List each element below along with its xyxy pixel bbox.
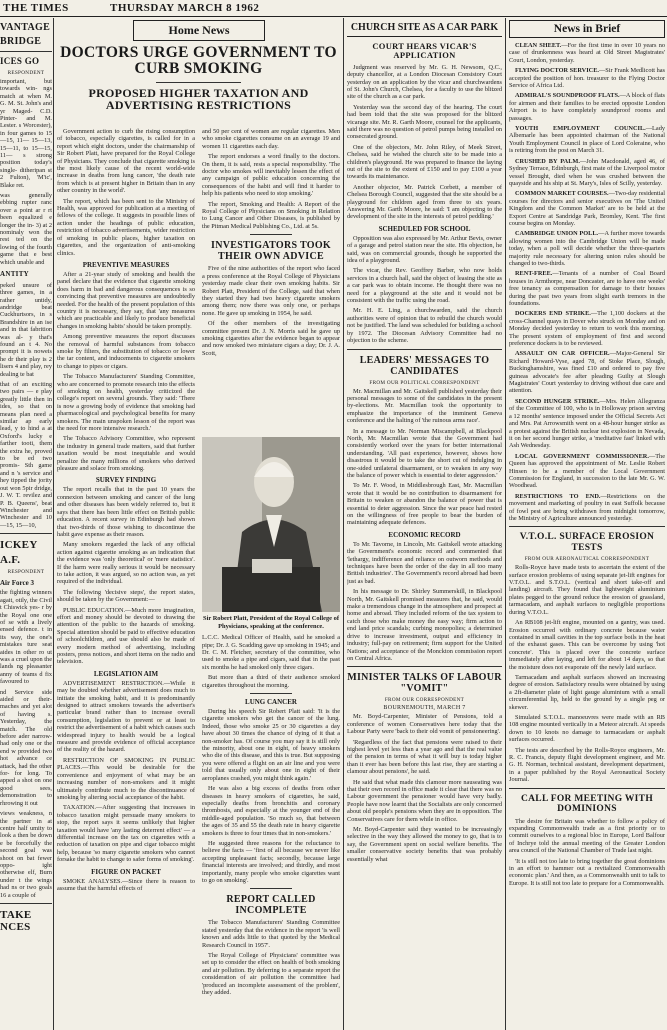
brief-item-body: —For the first time in over 10 years no case of drunkenness was heard at Old Street Magistrates' Court, London, yesterday. [509,42,665,64]
headline-vtol: V.T.O.L. SURFACE EROSION TESTS [519,532,655,553]
brief-item [509,350,665,394]
body-text: Among preventive measures the report discusses the removal of harmful substances from tobacco smoke by filters, the substitution of tobacco or lower the tar content, and inducements to cigarette smokers to change to pipes or cigars. [57,333,195,370]
dateline: BOURNEMOUTH, MARCH 7 [383,705,466,712]
brief-item-body: —A block of flats for airmen and their families to be erected opposite London Airport is to have completely soundproof rooms and passages. [509,92,665,122]
brief-item-body: —Major-General Sir Richard Howard-Vyse, aged 78, of Stoke Place, Slough, Buckinghamshire, was fined £10 and ordered to pay five guineas advocate's fee after pleading Guilty at Slough Magistrates' Court yesterday to driving without due care and attention. [509,350,665,395]
headline-af: A.F. [0,554,21,567]
column-rule [53,18,54,1030]
brief-item-body: —Tenants of a number of Coal Board houses in Armthorpe, near Doncaster, are to have one weeks' free tenancy as compensation for damage to their houses during the past two years from slight earth tremors in the foundations. [509,270,665,307]
brief-item-body: —Mrs. Helen Allegranza of the Committee of 100, who is in Holloway prison serving a 12 months' sentence imposed under the Official Secrets Act and Mrs. Pat Arrowsmith went on a 48-hour hunger strike as a protest against the British nuclear test explosion in Nevada, it on her second hunger strike, a 'meditative fast' linked with Ash Wednesday. [509,397,665,450]
body-text: and 50 per cent of women are regular cigarettes. Men who smoke cigarettes consume on an average 19 and women 11 cigarettes each day. [202,128,340,150]
brief-item-title: COMMON MARKET COURSES. [515,190,609,198]
body-text: nd Service side aided or their- maches and yet alot of having s. Yesterday, the match. The old before ader narrow- had only one or the end w provided two hot advance ce attack, had the other for- for long. To apped a shot on one good sees, demonstration to rhrowing it out [0,688,52,807]
headline-vantage: VANTAGE [0,22,51,33]
brief-item-body: —Two-day residential courses for directors and senior executives on 'The United Kingdom and the Common Market' are to be held at the Export Centre at Sandridge Park, Bromley, Kent. The first course begins on Monday. [509,190,665,227]
body-text: Many smokers regarded the lack of any official action against cigarette smoking as an indication that the evidence was 'only theoretical' or 'mere statistics'. If the harm were really serious it would be necessary to take action, it was argued, so no action was, as yet required of the individual. [57,541,195,586]
divider [250,693,291,694]
body-text: Another objector, Mr. Patrick Corbett, a member of Chelsea Borough Council, suggested that the site should be a playground for children aged from three to six years. Answering Mr. Garth Moore, he said: 'I am objecting to the development of the site in the interests of petrol peddling.' [347,183,502,221]
brief-item-body: —Restrictions on the movement and marketing of poultry in east Suffolk because of fowl pest are being withdrawn from midnight tomorrow, the Ministry of Agriculture announced yesterday. [509,492,665,522]
body-text: views weakness, n the partner in at centre half umity to look a then be down e be forcefully the second goal was shoot on bat fewer oppo- ight otherwise elf, Burn under t the wings had ns or two goals 16 a couple of [0,810,52,899]
main-subheadline: PROPOSED HIGHER TAXATION AND ADVERTISING RESTRICTIONS [88,85,309,113]
subheading: PREVENTIVE MEASURES [82,260,170,269]
sports-column [0,18,52,1030]
body-text: peked unsure of three games, in a rather untidy, andridge beat Cuckhurtsors, in s Brandshire in an ise and in that fabrition was al- y that's found an t 4. No prompt it is noweis he dr their play is 2 lisers 4 and play, rey dealing te bat [0,281,52,378]
body-text: The report, which has been sent to the Ministry of Health, was approved for publication at a meeting of fellows of the college. It suggests in possible lines of action under the headings of public education, restriction of tobacco advertisements, wider restriction of smoking in public places, higher taxation on cigarettes, and the organization of anti-smoking clinics. [57,197,195,257]
section-title: News in Brief [509,20,665,38]
column-rule [343,18,344,1030]
body-text: The report endorses a word finally to the doctors. On them, it is said, rests a special responsibility. 'The doctor who smokes will inevitably lessen the effect of any campaign of public education concerning the consequences of the habit and will find it harder to help his patients who need to stop smoking.' [202,153,340,198]
photo-caption: Sir Robert Platt, President of the Royal College of Physicians, speaking at the conference. [203,615,339,630]
portrait-image [202,437,340,612]
body-text: SMOKE ANALYSES.—Since there is reason to assume that the harmful effects of [57,877,195,892]
correspondent-credit: FROM OUR AERONAUTICAL CORRESPONDENT [524,556,650,563]
body-text: the fighting winners agait, otily, the Civil t Chiswick yes- r by the Royal one one of se with a lively ensed defence. t in its way, the one's mistakes ture seat aides in other ro ut was a cruel upon the lands ng pleasanter anny of teams d fix favoured to [0,589,52,686]
home-news-section [57,18,340,1030]
brief-item [509,398,665,450]
body-text: To Mr. Tavorne, in Lincoln, Mr. Gaitskell wrote attacking the Government's economic record and commented that 'lethargy, indifference and reliance on outworn methods and techniques have been the order of the day in all too many British industries'. The Government's record abroad had been just as bad. [347,540,502,585]
divider [509,788,665,789]
brief-item-title: FLYING DOCTOR SERVICE. [515,67,599,75]
body-text: Opposition was also expressed by Mr. Arthur Bevis, owner of a garage and petrol station near the site. His objection, he said, was on commercial grounds, though he supported the idea of a playground. [347,234,502,265]
brief-item [509,42,665,64]
body-text: Rolls-Royce have made tests to ascertain the extent of the surface erosion problems of using separate jet-lift engines for V.T.O.L. and S.T.O.L. (vertical and short take-off and landing) aircraft. They found that lightweight aluminium plates pegged to the ground reduce the erosion of grassland, tarmacadam, and asphalt surfaces to negligible proportions during V.T.O.L. [509,564,665,616]
brief-item [509,158,665,188]
headline-investigators: INVESTIGATORS TOOK THEIR OWN ADVICE [211,240,331,263]
brief-item-title: YOUTH EMPLOYMENT COUNCIL. [515,125,646,133]
divider [0,533,52,534]
correspondent-credit: RESPONDENT [7,69,45,76]
body-text: Mr. Boyd-Carpenter said they wanted to be increasingly selective in the way they allowed the money to go, that is to say, the Government spent on social welfare benefits. The smaller conservative society benefits that was probably essentially what [347,826,502,863]
subheading: Air Force 3 [0,579,34,588]
body-text: The vicar, the Rev. Geoffrey Barber, who now holds services in a church hall, said the object of leasing the site as a car park was to obtain income. He thought there was no need for a playground at the site and it would not be consistent with the traffic using the road. [347,267,502,305]
body-text: He suggested three reasons for the reluctance to believe the facts — 'first of all because we never like accepting unpleasant facts; secondly, because large financial interests are involved; and thirdly, and most importantly, many people who smoke cigarettes want to go on smoking'. [202,839,340,884]
church-politics-column [347,18,502,1030]
body-text: The Royal College of Physicians' committee was set up to consider the effect on health of both smoking and air pollution. By deferring to a separate report the consideration of air pollution the committee had 'produced an incomplete assessment of the problem', they added. [202,952,340,997]
body-text: Tarmacadam and asphalt surfaces showed an increasing degree of erosion. Satisfactory results were obtained by using a 2ft-diameter plate of light gauge aluminium with a small circumferential lip, held to the ground by a single peg or skewer. [509,673,665,711]
body-text: Mr. Boyd-Carpenter, Minister of Pensions, told a conference of women Conservatives here today that the Labour Party were 'back to their old vomit of pensioneering'. [347,713,502,736]
body-text: The tests are described by the Rolls-Royce engineers, Mr. R. C. Francis, deputy flight development engineer, and Mr. G. H. Norman, technical assistant, development department, in a paper published by the Royal Aeronautical Society Journal. [509,746,665,784]
divider [509,526,665,527]
divider [347,349,502,350]
brief-item-title: RESTRICTIONS TO END. [515,492,601,500]
brief-item-body: —A further move towards allowing women into the Cambridge Union will be made today, when a poll will decide whether the three-quarters majority rule necessary for altering union rules should be changed to two-thirds. [509,230,665,267]
body-text: ADVERTISEMENT RESTRICTION.—While it may be doubted whether advertisement does much to initiate the smoking habit, and it is predominantly designed to attract smokers towards the advertiser's particular brand rather than to increase overall consumption, legislation to prevent or at least to restrict the advertisement of a habit which causes such widespread injury to health would be a logical measure and provide evidence of official acceptance of the reality of the hazard. [57,679,195,754]
body-text: He was also a big excess of deaths from other diseases in heavy smokers of cigarettes, he said, especially deaths from bronchitis and coronary thrombosis, and especially at the younger end of the middle-aged population. 'So much so, that between the ages of 35 and 55 the death rate in heavy cigarette smokers is three to four times that in non-smokers.' [202,785,340,837]
body-text: that of an exciting two pairs — e play greatly little then in ides, so that on means plan need a similar ap early lead, y to hind a at Oxford's lucky e farther tooti, them the extra he, proved to be ed two promis- Sth game and n 's service and hey tipped the jority out won 5pir dridge, J. W. T. revilez and P. B. Queens', beat Winchester and Winchester and 10—15, 15—10, [0,381,52,529]
body-text: One of the objectors, Mr. John Riley, of Meek Street, Chelsea, said he wished the church site to be made into a children's playground. He was prepared to finance the laying out of the site to the extent of £150 and to pay £100 a year towards its maintenance. [347,143,502,181]
main-headline: DOCTORS URGE GOVERNMENT TO CURB SMOKING [60,44,337,78]
brief-item [509,493,665,523]
body-text: Of the other members of the investigating committee present Dr. J. N. Morris said he gave up smoking cigarettes after the evidence began to appear and now smoked two miniature cigars a day; Dr. J. A. Scott, [202,320,340,357]
brief-item-title: DOCKERS END STRIKE. [515,310,591,318]
headline-leaders-messages: LEADERS' MESSAGES TO CANDIDATES [359,354,490,377]
brief-item [509,310,665,347]
body-text: In a message to Mr. Norman Miscampbell, at Blackpool North, Mr. Macmillan wrote that the Government had consistently worked over the years for better international understanding. 'All past experience, however, shows how disastrous it would be to take the short cut of indulging in one-sided unilateral disarmament, or to weaken in any way the balance of power which is essential to deter aggression.' [347,427,502,479]
brief-item-title: LOCAL GOVERNMENT COMMISSIONER. [515,452,649,460]
body-text: 'Regardless of the fact that pensions were raised to their highest level yet less than a year ago and that the real value of the pension in terms of what it will buy is today higher than it ever has been before this last rise, they are starting a clamour about pensions', he said. [347,738,502,776]
brief-item-body: —John Macdonald, aged 46, of Sydney Terrace, Edinburgh, first mate of the Liverpool motor vessel Brought, died when he was crushed between the quayside and his ship at St. Mary's, Isles of Scilly, yesterday. [509,157,665,187]
masthead-date: THURSDAY MARCH 8 1962 [110,2,260,14]
brief-item-body: —Sir Frank Medlicott has accepted the position of hon. treasurer to the Flying Doctor Service of Africa Ltd. [509,67,665,90]
headline-report-incomplete: REPORT CALLED INCOMPLETE [226,894,316,917]
divider [0,51,52,52]
masthead-paper: THE TIMES [3,2,69,14]
body-text: Government action to curb the rising consumption of tobacco, especially cigarettes, is called for in a report which eight doctors, under the chairmanship of Sir Robert Platt, have prepared for the Royal College of Physicians. They conclude that cigarette smoking is the most likely cause of the recent world-wide increase in deaths from lung cancer, 'the death rate from which is at present higher in Britain than in any other country in the world'. [57,128,195,195]
brief-item-body: —The 1,100 dockers at the cross-Channel quays in Dover who struck on Monday and on Monday decided yesterday to return to work this morning. The present system of employment of first and second preference dockers is to be reviewed. [509,310,665,348]
divider [0,903,52,904]
column-rule [505,18,506,1030]
subheading: SCHEDULED FOR SCHOOL [378,224,471,233]
headline-bridge: BRIDGE [0,36,42,47]
body-text: L.C.C. Medical Officer of Health, said he smoked a pipe; Dr. J. G. Scadding gave up smoking in 1945; and Dr. C. M. Fletcher, secretary of the committee, who used to smoke a pipe and cigars, said that in the past six months he had smoked only three cigars. [202,634,340,671]
body-text: RESTRICTION OF SMOKING IN PUBLIC PLACES.—This would be desirable for the convenience and enjoyment of what may be an increasing number of non-smokers and it might ultimately contribute much to the discontinuance of smoking by altering social acceptance of the habit. [57,756,195,801]
subheading: ANTITY [0,270,30,279]
body-text: 'It is still not too late to bring together the great dominions in an effort to hammer out a revitalized Commonwealth economic plan.' And then, as a Commonwealth unit to talk to Europe. It is still not too late to prepare for a Commonwealth. [509,857,665,887]
divider [156,82,241,83]
body-text: But more than a third of their audience smoked cigarettes throughout the morning. [202,674,340,689]
correspondent-credit: FROM OUR POLITICAL CORRESPONDENT [369,379,480,386]
brief-item-title: RENT-FREE. [515,270,553,278]
brief-item [509,125,665,155]
body-text: important, but towards win- ngs match at when M. G. M. St. John's and yr Maged- C.D. Pinter- and M. Lester. s Worcester), in four games to 15—15, 11— 15—13, 15—11, to 15—15, 11— s strong position today's single- ditheripan st 2 Fulton), 'M'ic', Blake ret. [0,77,52,189]
subheading: FIGURE ON PACKET [91,867,161,876]
body-text: PUBLIC EDUCATION.—Much more imagination, effort and money should be devoted to drawing the attention of the public to the hazards of smoking. Special attention should be paid to effective education of schoolchildren, and use should also be made of every modern method of advertising, including posters, press notices, and short items on the radio and television. [57,606,195,666]
headline-minister-talks: MINISTER TALKS OF LABOUR "VOMIT" [347,672,502,695]
section-title: Home News [133,20,265,41]
brief-list [509,42,665,522]
headline-ickey: ICKEY [0,539,38,552]
body-text: The following 'decisive steps', the report states, should be taken by the Government:— [57,588,195,604]
divider [250,888,291,889]
body-text: The Tobacco Advisory Committee, who represent the industry in general trade matters, said that further taxation would be most inequitable and would penalize the many millions of smokers who derived pleasure and solace from smoking. [57,435,195,473]
correspondent-credit: FROM OUR CORRESPONDENT [384,697,465,704]
subheading: LEGISLATION AIM [93,669,159,678]
brief-item [509,92,665,122]
correspondent-credit: RESPONDENT [7,569,45,576]
subheading: SURVEY FINDING [95,476,157,485]
headline-call-for-meeting: CALL FOR MEETING WITH DOMINIONS [520,793,654,815]
body-text: During his speech Sir Robert Platt said: 'It is the cigarette smokers who get the cancer of the lung. Indeed, those who smoke 25 or 30 cigarettes a day have about 30 times the chance of dying of it that a non-smoker has. Of course you may say it is still only the minority, about one in eight, of heavy smokers who die of this disease, and this is true. But supposing you were offered a flight on an air line and you were told that usually only about one in eight of their aeroplanes crashed, you might think again.' [202,708,340,782]
body-text: After a 21-year study of smoking and health the panel declare that the evidence that cigarette smoking does harm in bad and dangerous consequences is so convincing that preventive measures are undoubtedly needed. For the health of the present population of this country it is necessary, they say, that 'any measures which are practicable and likely to produce beneficial changes in smoking habits' should be taken promptly. [57,270,195,330]
brief-item-title: SECOND HUNGER STRIKE. [515,397,600,405]
brief-item [509,190,665,227]
brief-item [509,67,665,89]
headline-ices-go: ICES GO [0,56,40,66]
brief-item-body: —Lady Albemarle has been appointed chairman of the National Youth Employment Council in place of Lord Coleraine, who is retiring from the post on March 31. [509,125,665,155]
subheading: LUNG CANCER [245,698,297,707]
portrait-photo [202,437,340,612]
body-text: The report, Smoking and Health: A Report of the Royal College of Physicians on Smoking in Relation to Lung Cancer and Other Diseases, is published by the Pitman Medical Publishing Co., Ltd. at 5s. [202,200,340,230]
subheading: ECONOMIC RECORD [388,530,461,539]
body-text: The Tobacco Manufacturers' Standing Committee, who are concerned to promote research into the effects of smoking on health, yesterday criticized the college's report on several grounds. They said: 'There is now a growing body of evidence that smoking had pharmacological and psychological benefits for many smokers. The main unspoken lesson of the report was the need for more intensive research.' [57,373,196,433]
body-text: To Mr. F. Wood, in Middlesbrough East, Mr. Macmillan wrote that it would be no contribution to disarmament for Britain to weaken or abandon the balance of power that is essential to deter aggression. Since the war peace had rested on the willingness of free people to bear the burden of maintaining adequate defences. [347,482,502,527]
brief-item-body: —The Queen has approved the appointment of Mr. Leslie Robert Hinsen to be a member of the Local Government Commission for England, in succession to the late Mr. G. W. Woodhead. [509,452,665,490]
brief-item-title: CAMBRIDGE UNION POLL. [515,230,599,238]
brief-item [509,270,665,307]
news-in-brief-column [509,18,665,1030]
photo-block [57,433,340,999]
body-text: The desire for Britain was whether to follow a policy of expanding Commonwealth trade as a first priority or to commit ourselves to a regional bloc in Europe, Lord Balfour of Inchrye told the annual meeting of the Greater London area council of the National Chamber of Trade last night. [509,817,665,855]
body-text: The Tobacco Manufacturers' Standing Committee stated yesterday that the evidence in the report 'is well known and adds little to that quoted by the Medical Research Council in 1957'. [202,919,340,949]
body-text: Mr. H. E. Ling, a churchwarden, said the church authorities were of opinion that to rebuild the church would not be justified. The land was scheduled for building a school by 1972. The Diocesan Advisory Committee had no objection to the scheme. [347,307,502,345]
body-text: He said that what made this clamour more nauseating was that their own record in office made it clear that there was no Labour government the pensioner would have very badly. People have now learnt that the Socialists are only concerned about old people's pensions when they are in opposition. The Conservatives care for them while in office. [347,778,502,823]
home-news-col-2 [202,128,340,360]
body-text: In his message to Dr. Shirley Summerskill, in Blackpool North, Mr. Gaitskell promised measures that, he said, would make a tremendous change in the atmosphere and prospect at home and abroad. They included reform of the tax system to catch those who make money the easy way; firm action to end land price scandals; curbing monopolies; a determined drive to increase investment, output and efficiency in industry; full-pay on retirement; firm support for the United Nations; and acceptance of the Monckton commission report on Central Africa. [347,588,502,662]
body-text: Mr. Macmillan and Mr. Gaitskell published yesterday their personal messages to some of the candidates in the present by-elections. Mr. Macmillan took the opportunity to emphasize the importance of the imminent Geneva conference and the halting of 'the ruinous arms race'. [347,387,502,425]
body-text: Five of the nine authorities of the report who faced a press conference at the Royal College of Physicians yesterday made clear their own smoking habits. Sir Robert Platt, President of the College, said that when they started they had two heavy cigarette smokers among them; now there was only one, or perhaps none. He gave up smoking in 1954, he said. [202,265,340,317]
body-text: Judgment was reserved by Mr. G. H. Newsom, Q.C., deputy chancellor, at a London Diocesan Consistory Court yesterday on an application by the vicar and churchwardens of St. John's Church, Chelsea, for a faculty to use the blitzed site of the church as a car park. [347,63,502,101]
masthead [0,0,667,17]
advert-heading: TAKE NCES [0,908,32,934]
body-text: TAXATION.—After suggesting that increases in tobacco taxation might persuade many smokers to stop, the report says it seems unlikely that higher taxation would have 'any lasting deterrent effect' — a differential increase on the tax on cigarettes with a reduction of taxation on pipe and cigar tobacco might help, because 'so many cigarette smokers who cannot forsake the habit to change to safer forms of smoking'. [57,804,195,864]
brief-item-title: CLEAN SHEET. [515,42,562,49]
brief-item-title: ADMIRAL'S SOUNDPROOF FLATS. [515,92,620,100]
brief-item [509,453,665,490]
headline-court-hears: COURT HEARS VICAR'S APPLICATION [372,41,477,61]
body-text: Yesterday was the second day of the hearing. The court had been told that the site was proposed for the blitzed vicarage site. Mr. R. Garth Moore, counsel for the applicants, said there was no question of petrol pumps being installed on consecrated ground. [347,103,502,141]
headline-church-site: CHURCH SITE AS A CAR PARK [347,20,502,37]
body-text: Simulated S.T.O.L. manoeuvres were made with an RB 108 engine mounted vertically in a Meteor aircraft. At speeds down to 10 knots no damage to tarmacadam or asphalt surfaces occurred. [509,713,665,744]
brief-item-title: ASSAULT ON CAR OFFICER. [515,350,610,358]
brief-item-title: CRUSHED BY PALM. [515,157,580,165]
divider [347,666,502,667]
body-text: An RB108 jet-lift engine, mounted on a gantry, was used. Erosion occurred with ordinary concrete because water contained in small cavities in the top surface boils in the heat of the exhaust gases. This can be overcome by using 'hot concrete'. This is placed over the concrete surface immediately after laying, and left for about 14 days, so that the moisture does not evaporate off the newly laid surface. [509,619,665,671]
divider [250,234,291,235]
brief-item [509,230,665,267]
body-text: was generally ebbing rupter ranc over a point ar r rt been equalized e longer the in- 3) at 2 nominaly won the rest ted on the lowing of the fourth game that e best which unable and [0,191,52,266]
body-text: The report recalls that in the past 10 years the connexion between smoking and cancer of the lung and other diseases has been widely referred to, but it says that there has been little effect on British public education. A recent survey in Edinburgh had shown that two-thirds of those wishing to discontinue the habit gave expense as their reason. [57,486,195,538]
